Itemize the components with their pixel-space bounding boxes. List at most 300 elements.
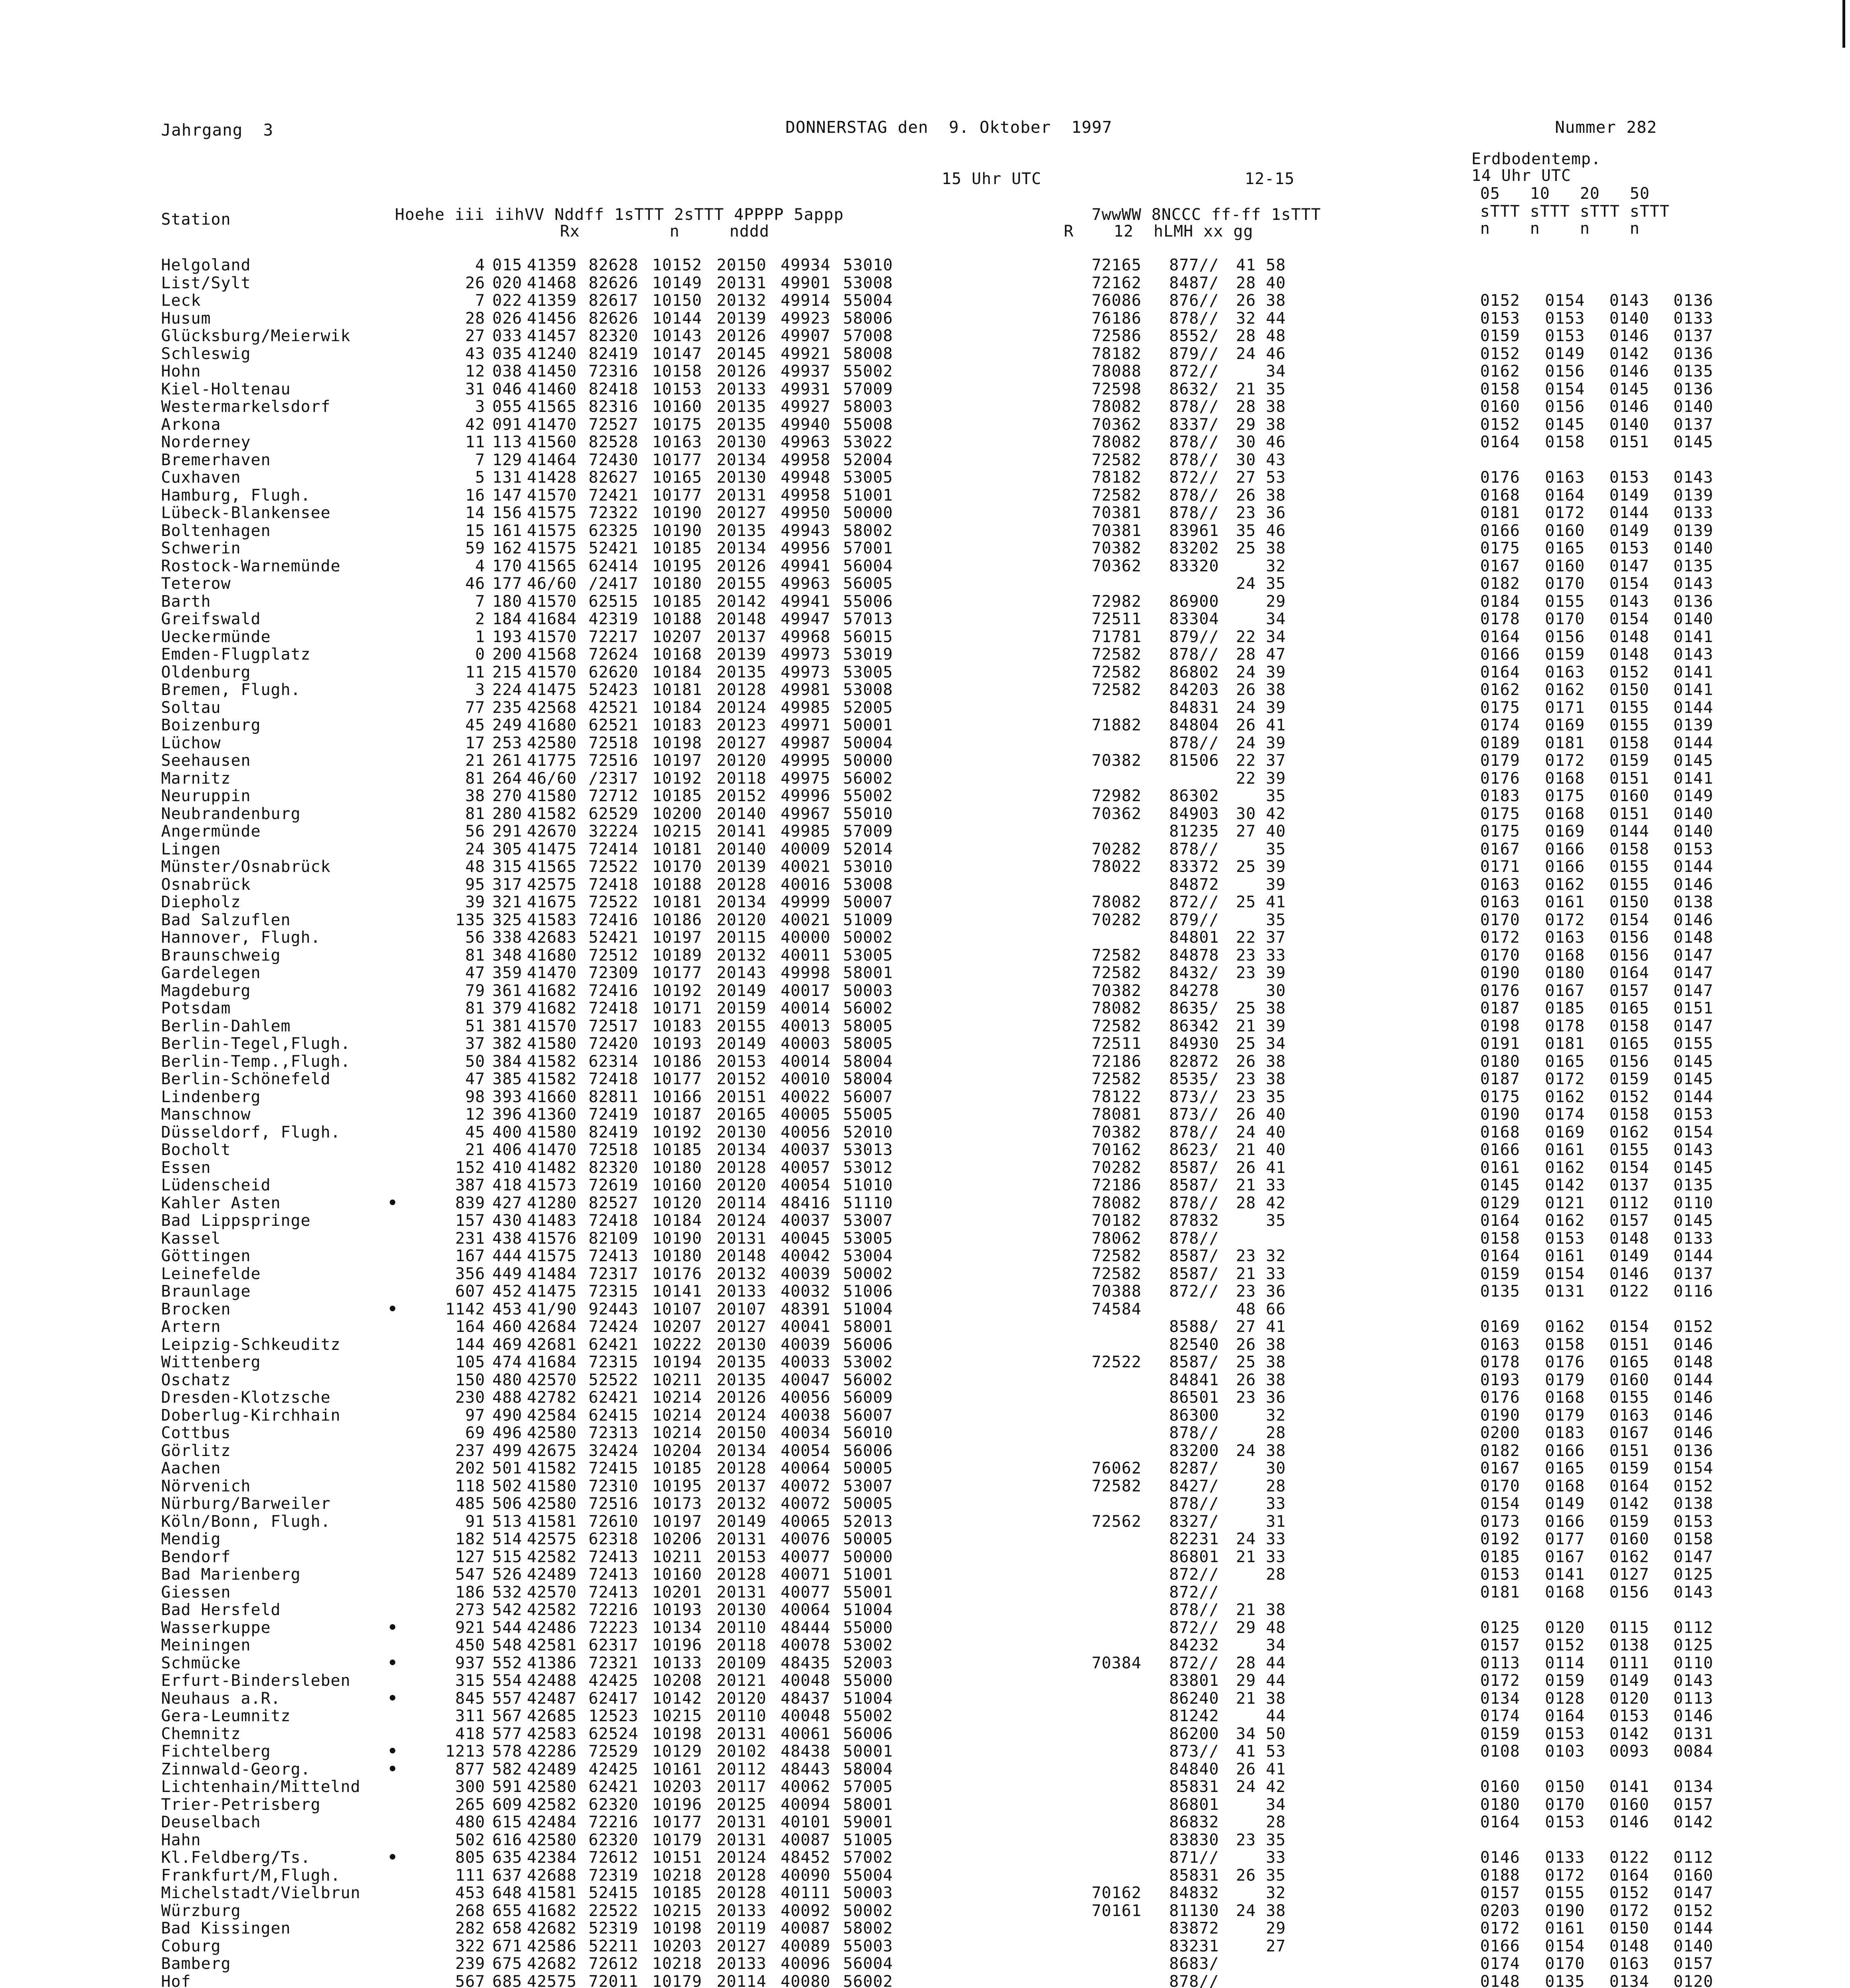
iihvv-group: 42384 <box>527 1848 577 1867</box>
gust-group: 27 40 <box>1236 822 1286 841</box>
dewpoint-group-2: 20119 <box>717 1919 767 1938</box>
soil-temp-50: 0140 <box>1673 822 1714 841</box>
nddff-group: 82109 <box>589 1229 639 1248</box>
cloud-group-8: 83200 <box>1169 1441 1219 1460</box>
iihvv-group: 41581 <box>527 1512 577 1531</box>
gust-group: 25 34 <box>1236 1035 1286 1053</box>
weather-group-7: 70362 <box>1092 804 1142 823</box>
tendency-group-5: 51001 <box>843 486 893 505</box>
temp-group-1: 10183 <box>652 716 702 734</box>
soil-temp-50: 0143 <box>1673 645 1714 664</box>
soil-temp-50: 0139 <box>1673 521 1714 540</box>
dewpoint-group-2: 20117 <box>717 1778 767 1796</box>
iihvv-group: 41359 <box>527 291 577 310</box>
nddff-group: 72712 <box>589 787 639 805</box>
dewpoint-group-2: 20137 <box>717 627 767 646</box>
station-index: 578 <box>492 1742 523 1761</box>
gust-group: 23 38 <box>1236 1070 1286 1088</box>
station-index: 384 <box>492 1052 523 1071</box>
nddff-group: 62515 <box>589 592 639 611</box>
station-index: 264 <box>492 769 523 788</box>
temp-group-1: 10197 <box>652 1512 702 1531</box>
table-row <box>0 1194 1850 1212</box>
gust-group: 35 <box>1236 787 1286 805</box>
dewpoint-group-2: 20124 <box>717 1211 767 1230</box>
station-height: 26 <box>465 274 485 292</box>
pressure-group-4: 48416 <box>781 1194 831 1212</box>
soil-temp-10: 0177 <box>1545 1530 1585 1548</box>
gust-group: 21 38 <box>1236 1689 1286 1708</box>
nddff-group: 72418 <box>589 1211 639 1230</box>
soil-temp-05: 0175 <box>1480 1087 1520 1106</box>
station-height: 37 <box>465 1035 485 1053</box>
soil-temp-50: 0135 <box>1673 557 1714 575</box>
cloud-group-8: 878// <box>1169 1601 1219 1619</box>
station-height: 3 <box>475 681 485 699</box>
soil-temp-10: 0172 <box>1545 751 1585 770</box>
iihvv-group: 42570 <box>527 1371 577 1389</box>
dewpoint-group-2: 20120 <box>717 1689 767 1708</box>
iihvv-group: 41460 <box>527 380 577 398</box>
pressure-group-4: 48452 <box>781 1848 831 1867</box>
dewpoint-group-2: 20150 <box>717 256 767 274</box>
gust-group: 32 <box>1236 1884 1286 1902</box>
station-table <box>0 256 1850 1988</box>
nddff-group: 82527 <box>589 1194 639 1212</box>
weather-group-7: 72582 <box>1092 450 1142 469</box>
tendency-group-5: 52010 <box>843 1123 893 1142</box>
soil-temp-50: 0146 <box>1673 1335 1714 1354</box>
station-height: 91 <box>465 1512 485 1531</box>
temp-group-1: 10193 <box>652 1035 702 1053</box>
tendency-group-5: 59001 <box>843 1813 893 1831</box>
dewpoint-group-2: 20112 <box>717 1760 767 1778</box>
station-name: Brocken <box>161 1300 231 1318</box>
pressure-group-4: 49987 <box>781 734 831 752</box>
table-row <box>0 1530 1850 1548</box>
soil-temp-50: 0125 <box>1673 1565 1714 1584</box>
dewpoint-group-2: 20120 <box>717 1176 767 1194</box>
station-name: Neuruppin <box>161 787 251 805</box>
dewpoint-group-2: 20121 <box>717 1672 767 1690</box>
soil-temp-50: 0133 <box>1673 309 1714 328</box>
soil-temp-05: 0183 <box>1480 787 1520 805</box>
temp-group-1: 10141 <box>652 1282 702 1301</box>
soil-temp-05: 0192 <box>1480 1530 1520 1548</box>
nddff-group: 72216 <box>589 1813 639 1831</box>
cloud-group-8: 872// <box>1169 1654 1219 1672</box>
station-height: 877 <box>455 1760 485 1778</box>
iihvv-group: 42568 <box>527 698 577 717</box>
pressure-group-4: 40041 <box>781 1318 831 1336</box>
iihvv-group: 41457 <box>527 327 577 345</box>
station-height: 81 <box>465 999 485 1017</box>
soil-temp-20: 0150 <box>1609 681 1650 699</box>
soil-temp-50: 0147 <box>1673 1547 1714 1566</box>
soil-temp-50: 0138 <box>1673 1495 1714 1513</box>
cloud-group-8: 87832 <box>1169 1211 1219 1230</box>
pressure-group-4: 49901 <box>781 274 831 292</box>
station-index: 177 <box>492 575 523 593</box>
station-name: Düsseldorf, Flugh. <box>161 1123 341 1142</box>
station-height: 150 <box>455 1371 485 1389</box>
table-row <box>0 1353 1850 1371</box>
temp-group-1: 10176 <box>652 1264 702 1283</box>
iihvv-group: 42583 <box>527 1724 577 1743</box>
tendency-group-5: 51006 <box>843 1282 893 1301</box>
cloud-group-8: 86832 <box>1169 1813 1219 1831</box>
temp-group-1: 10171 <box>652 999 702 1017</box>
tendency-group-5: 58002 <box>843 1919 893 1938</box>
soil-temp-05: 0153 <box>1480 309 1520 328</box>
tendency-group-5: 50002 <box>843 1264 893 1283</box>
temp-group-1: 10185 <box>652 787 702 805</box>
temp-group-1: 10196 <box>652 1795 702 1814</box>
temp-group-1: 10142 <box>652 1689 702 1708</box>
table-row <box>0 929 1850 947</box>
station-name: Berlin-Temp.,Flugh. <box>161 1052 351 1071</box>
soil-temp-50: 0146 <box>1673 1707 1714 1725</box>
weather-group-7: 72582 <box>1092 964 1142 982</box>
cloud-group-8: 879// <box>1169 911 1219 929</box>
station-name: Neuhaus a.R. <box>161 1689 281 1708</box>
station-name: Kassel <box>161 1229 221 1248</box>
soil-temp-05: 0171 <box>1480 858 1520 876</box>
nddff-group: 82528 <box>589 433 639 451</box>
station-name: Nörvenich <box>161 1477 251 1495</box>
tendency-group-5: 56002 <box>843 1972 893 1988</box>
soil-temp-20: 0141 <box>1609 1778 1650 1796</box>
iihvv-group: 41680 <box>527 716 577 734</box>
gust-group: 25 38 <box>1236 539 1286 557</box>
soil-temp-10: 0175 <box>1545 787 1585 805</box>
weather-group-7: 78082 <box>1092 999 1142 1017</box>
iihvv-group: 41/90 <box>527 1300 577 1318</box>
station-name: Magdeburg <box>161 981 251 1000</box>
station-name: Boizenburg <box>161 716 261 734</box>
table-row <box>0 416 1850 434</box>
soil-temp-50: 0140 <box>1673 1937 1714 1955</box>
pressure-group-4: 40062 <box>781 1778 831 1796</box>
station-name: Lüdenscheid <box>161 1176 271 1194</box>
station-height: 3 <box>475 398 485 416</box>
soil-temp-10: 0168 <box>1545 769 1585 788</box>
soil-temp-10: 0169 <box>1545 822 1585 841</box>
soil-temp-10: 0154 <box>1545 380 1585 398</box>
temp-group-1: 10165 <box>652 468 702 487</box>
nddff-group: 72418 <box>589 999 639 1017</box>
station-name: Hof <box>161 1972 191 1988</box>
soil-temp-50: 0143 <box>1673 1672 1714 1690</box>
gust-group: 21 33 <box>1236 1264 1286 1283</box>
station-index: 430 <box>492 1211 523 1230</box>
table-row <box>0 433 1850 451</box>
cloud-group-8: 84801 <box>1169 928 1219 947</box>
soil-temp-05: 0176 <box>1480 769 1520 788</box>
soil-temp-10: 0164 <box>1545 486 1585 505</box>
tendency-group-5: 56007 <box>843 1406 893 1425</box>
tendency-group-5: 58008 <box>843 344 893 363</box>
tendency-group-5: 55004 <box>843 1866 893 1885</box>
soil-temp-05: 0157 <box>1480 1636 1520 1654</box>
station-height: 273 <box>455 1601 485 1619</box>
station-index: 361 <box>492 981 523 1000</box>
station-height: 157 <box>455 1211 485 1230</box>
nddff-group: 72315 <box>589 1282 639 1301</box>
soil-temp-05: 0175 <box>1480 822 1520 841</box>
soil-temp-05: 0170 <box>1480 946 1520 965</box>
tendency-group-5: 56006 <box>843 1441 893 1460</box>
pressure-group-4: 40014 <box>781 999 831 1017</box>
iihvv-group: 41684 <box>527 1353 577 1371</box>
tendency-group-5: 51110 <box>843 1194 893 1212</box>
soil-temp-05: 0167 <box>1480 840 1520 858</box>
dewpoint-group-2: 20135 <box>717 398 767 416</box>
dewpoint-group-2: 20107 <box>717 1300 767 1318</box>
iihvv-group: 41580 <box>527 787 577 805</box>
station-index: 046 <box>492 380 523 398</box>
soil-temp-05: 0148 <box>1480 1972 1520 1988</box>
station-name: Artern <box>161 1318 221 1336</box>
tendency-group-5: 56005 <box>843 575 893 593</box>
gust-group: 24 35 <box>1236 575 1286 593</box>
station-name: Manschnow <box>161 1105 251 1124</box>
pressure-group-4: 40061 <box>781 1724 831 1743</box>
station-height: 43 <box>465 344 485 363</box>
tendency-group-5: 58005 <box>843 1017 893 1035</box>
cloud-group-8: 85831 <box>1169 1866 1219 1885</box>
soil-temp-20: 0164 <box>1609 1477 1650 1495</box>
soil-temp-20: 0164 <box>1609 1866 1650 1885</box>
station-index: 400 <box>492 1123 523 1142</box>
table-row <box>0 1513 1850 1531</box>
weather-group-7: 78022 <box>1092 858 1142 876</box>
soil-temp-05: 0158 <box>1480 380 1520 398</box>
station-name: Aachen <box>161 1459 221 1477</box>
soil-temp-50: 0157 <box>1673 1795 1714 1814</box>
iihvv-group: 41428 <box>527 468 577 487</box>
dewpoint-group-2: 20128 <box>717 1158 767 1177</box>
nddff-group: 72414 <box>589 840 639 858</box>
gust-group: 35 <box>1236 1211 1286 1230</box>
pressure-group-4: 40021 <box>781 858 831 876</box>
cloud-group-8: 84930 <box>1169 1035 1219 1053</box>
weather-group-7: 72582 <box>1092 1070 1142 1088</box>
soil-temp-10: 0168 <box>1545 946 1585 965</box>
gust-group: 22 37 <box>1236 751 1286 770</box>
soil-temp-50: 0147 <box>1673 964 1714 982</box>
dewpoint-group-2: 20128 <box>717 681 767 699</box>
soil-temp-05: 0184 <box>1480 592 1520 611</box>
pressure-group-4: 48435 <box>781 1654 831 1672</box>
tendency-group-5: 50005 <box>843 1495 893 1513</box>
table-row <box>0 752 1850 770</box>
cloud-group-8: 83372 <box>1169 858 1219 876</box>
soil-temp-20: 0153 <box>1609 539 1650 557</box>
soil-temp-20: 0142 <box>1609 1724 1650 1743</box>
dewpoint-group-2: 20118 <box>717 1636 767 1654</box>
station-index: 315 <box>492 858 523 876</box>
station-height: 56 <box>465 928 485 947</box>
pressure-group-4: 40022 <box>781 1087 831 1106</box>
station-index: 033 <box>492 327 523 345</box>
soil-temp-10: 0170 <box>1545 1795 1585 1814</box>
weather-group-7: 72186 <box>1092 1052 1142 1071</box>
gust-group: 26 41 <box>1236 1760 1286 1778</box>
soil-temp-50: 0146 <box>1673 875 1714 894</box>
pressure-group-4: 49940 <box>781 415 831 434</box>
soil-temp-20: 0155 <box>1609 875 1650 894</box>
soil-temp-05: 0175 <box>1480 804 1520 823</box>
cloud-group-8: 83801 <box>1169 1672 1219 1690</box>
tendency-group-5: 58004 <box>843 1070 893 1088</box>
nddff-group: 72518 <box>589 734 639 752</box>
soil-temp-10: 0153 <box>1545 1813 1585 1831</box>
nddff-group: 72421 <box>589 486 639 505</box>
cloud-group-8: 876// <box>1169 291 1219 310</box>
station-name: Hannover, Flugh. <box>161 928 321 947</box>
pressure-group-4: 49923 <box>781 309 831 328</box>
soil-temp-50: 0140 <box>1673 539 1714 557</box>
dewpoint-group-2: 20125 <box>717 1795 767 1814</box>
tendency-group-5: 50000 <box>843 1547 893 1566</box>
weather-group-7: 72582 <box>1092 681 1142 699</box>
nddff-group: 72516 <box>589 751 639 770</box>
pressure-group-4: 49973 <box>781 645 831 664</box>
iihvv-group: 42581 <box>527 1636 577 1654</box>
cloud-group-8: 879// <box>1169 344 1219 363</box>
station-index: 591 <box>492 1778 523 1796</box>
cloud-group-8: 873// <box>1169 1742 1219 1761</box>
soil-temp-50: 0141 <box>1673 769 1714 788</box>
soil-temp-50: 0158 <box>1673 1530 1714 1548</box>
tendency-group-5: 58001 <box>843 1318 893 1336</box>
soil-temp-10: 0167 <box>1545 1547 1585 1566</box>
soil-temp-50: 0141 <box>1673 663 1714 681</box>
weather-group-7: 78081 <box>1092 1105 1142 1124</box>
tendency-group-5: 50000 <box>843 751 893 770</box>
iihvv-group: 41682 <box>527 981 577 1000</box>
weather-group-7: 74584 <box>1092 1300 1142 1318</box>
station-name: Bremen, Flugh. <box>161 681 301 699</box>
station-index: 261 <box>492 751 523 770</box>
gust-group: 26 41 <box>1236 716 1286 734</box>
tendency-group-5: 50002 <box>843 928 893 947</box>
station-index: 438 <box>492 1229 523 1248</box>
soil-temp-50: 0146 <box>1673 1388 1714 1407</box>
station-name: Trier-Petrisberg <box>161 1795 321 1814</box>
station-name: Emden-Flugplatz <box>161 645 311 664</box>
station-name: Norderney <box>161 433 251 451</box>
dewpoint-group-2: 20110 <box>717 1707 767 1725</box>
temp-group-1: 10193 <box>652 1601 702 1619</box>
station-index: 488 <box>492 1388 523 1407</box>
weather-group-7: 78062 <box>1092 1229 1142 1248</box>
table-row <box>0 947 1850 965</box>
table-row <box>0 1938 1850 1955</box>
soil-temp-20: 0151 <box>1609 769 1650 788</box>
gust-group: 24 39 <box>1236 698 1286 717</box>
pressure-group-4: 40080 <box>781 1972 831 1988</box>
soil-col-subheaders: n n n n <box>1480 219 1640 238</box>
soil-temp-20: 0150 <box>1609 893 1650 911</box>
soil-temp-05: 0190 <box>1480 964 1520 982</box>
station-height: 1 <box>475 627 485 646</box>
temp-group-1: 10120 <box>652 1194 702 1212</box>
temp-group-1: 10180 <box>652 1247 702 1265</box>
dewpoint-group-2: 20124 <box>717 1406 767 1425</box>
weather-group-7: 70162 <box>1092 1884 1142 1902</box>
soil-temp-10: 0160 <box>1545 557 1585 575</box>
cloud-group-8: 86342 <box>1169 1017 1219 1035</box>
nddff-group: 52415 <box>589 1884 639 1902</box>
table-row <box>0 1849 1850 1867</box>
iihvv-group: 41570 <box>527 486 577 505</box>
table-row <box>0 1088 1850 1106</box>
cloud-group-8: 86200 <box>1169 1724 1219 1743</box>
soil-temp-05: 0162 <box>1480 362 1520 381</box>
tendency-group-5: 50007 <box>843 893 893 911</box>
station-height: 21 <box>465 1141 485 1159</box>
pressure-group-4: 40087 <box>781 1919 831 1938</box>
soil-temp-20: 0156 <box>1609 946 1650 965</box>
soil-temp-20: 0144 <box>1609 822 1650 841</box>
nddff-group: 72527 <box>589 415 639 434</box>
iihvv-group: 41483 <box>527 1211 577 1230</box>
cloud-group-8: 872// <box>1169 1583 1219 1602</box>
soil-temp-50: 0112 <box>1673 1848 1714 1867</box>
dewpoint-group-2: 20152 <box>717 787 767 805</box>
nddff-group: 52522 <box>589 1371 639 1389</box>
cloud-group-8: 8587/ <box>1169 1176 1219 1194</box>
tendency-group-5: 53005 <box>843 1229 893 1248</box>
soil-temp-10: 0141 <box>1545 1565 1585 1584</box>
temp-group-1: 10181 <box>652 840 702 858</box>
temp-group-1: 10173 <box>652 1495 702 1513</box>
tendency-group-5: 56010 <box>843 1424 893 1442</box>
tendency-group-5: 52014 <box>843 840 893 858</box>
tendency-group-5: 52004 <box>843 450 893 469</box>
gust-group: 28 48 <box>1236 327 1286 345</box>
soil-temp-20: 0162 <box>1609 1547 1650 1566</box>
soil-temp-20: 0172 <box>1609 1901 1650 1920</box>
table-row <box>0 1654 1850 1672</box>
station-height: 45 <box>465 716 485 734</box>
soil-temp-05: 0176 <box>1480 1388 1520 1407</box>
cloud-group-8: 81130 <box>1169 1901 1219 1920</box>
station-index: 381 <box>492 1017 523 1035</box>
cloud-group-8: 878// <box>1169 1229 1219 1248</box>
soil-temp-20: 0163 <box>1609 1406 1650 1425</box>
gust-group: 21 35 <box>1236 380 1286 398</box>
gust-group: 35 46 <box>1236 521 1286 540</box>
cloud-group-8: 82231 <box>1169 1530 1219 1548</box>
soil-temp-05: 0164 <box>1480 1211 1520 1230</box>
soil-temp-05: 0187 <box>1480 1070 1520 1088</box>
station-name: Kiel-Holtenau <box>161 380 291 398</box>
table-row <box>0 1159 1850 1177</box>
cloud-group-8: 8432/ <box>1169 964 1219 982</box>
gust-group: 29 48 <box>1236 1618 1286 1637</box>
gust-group: 26 38 <box>1236 486 1286 505</box>
dewpoint-group-2: 20137 <box>717 1477 767 1495</box>
weather-group-7: 70382 <box>1092 751 1142 770</box>
table-row <box>0 841 1850 858</box>
station-height: 356 <box>455 1264 485 1283</box>
station-name: Cuxhaven <box>161 468 241 487</box>
station-index: 502 <box>492 1477 523 1495</box>
station-name: Helgoland <box>161 256 251 274</box>
